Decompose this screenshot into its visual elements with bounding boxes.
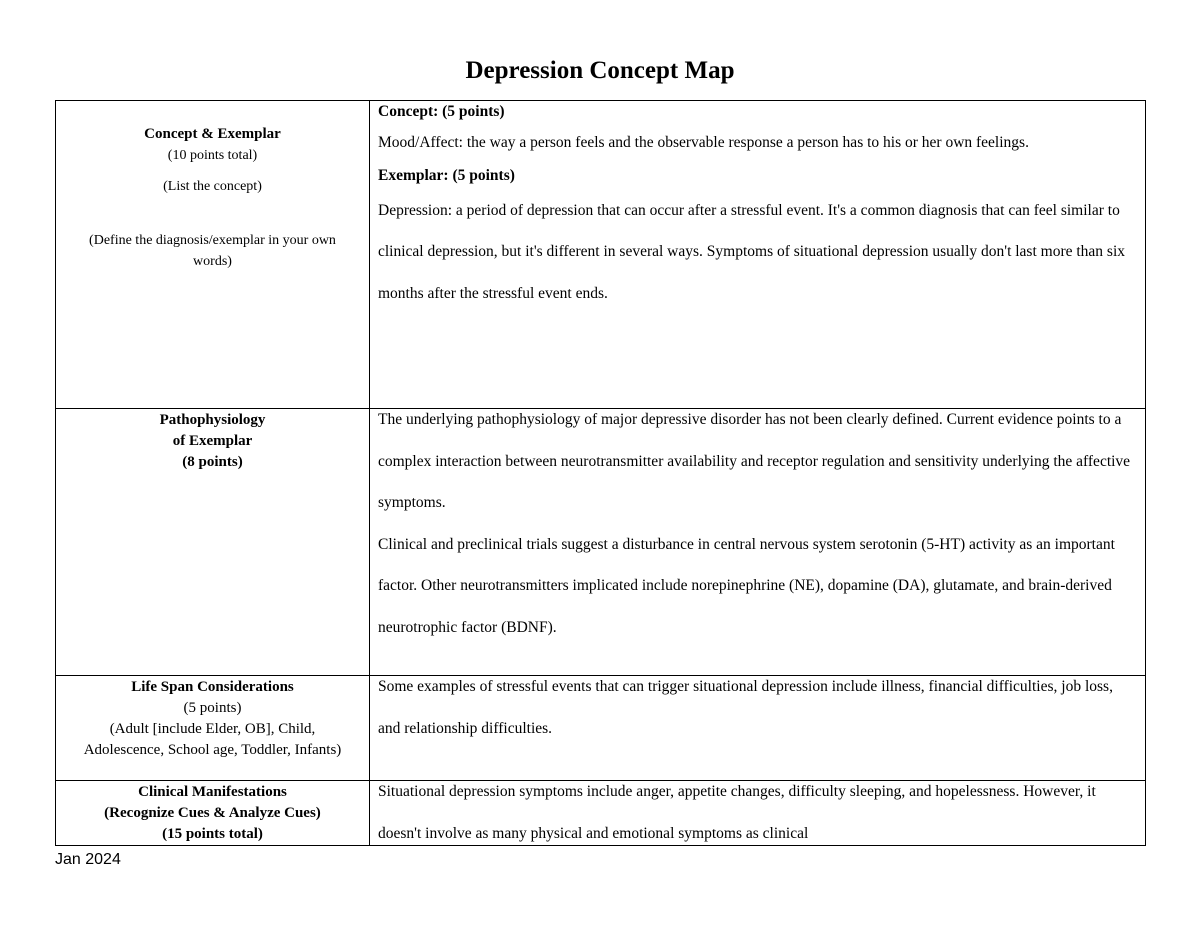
concept-label-cell xyxy=(56,101,370,409)
table-row-clinical xyxy=(56,781,1146,846)
table-row-concept xyxy=(56,101,1146,409)
exemplar-text: Depression: a period of depression that can occur after a stressful event. It's a common diagnosis that can feel similar to clinical depression, but it's different in several ways. Symptoms of situational depression usually don't last more than six months after the stressful event ends. xyxy=(378,201,1126,302)
lifespan-heading: Life Span Considerations xyxy=(131,679,294,695)
concept-text: Mood/Affect: the way a person feels and the observable response a person has to his or her own feelings. xyxy=(378,134,1029,151)
page-title: Depression Concept Map xyxy=(465,57,735,84)
concept-define-instruction: (Define the diagnosis/exemplar in your own words) xyxy=(89,233,336,269)
lifespan-detail: (Adult [include Elder, OB], Child, Adolescence, School age, Toddler, Infants) xyxy=(83,721,342,758)
concept-list-instruction: (List the concept) xyxy=(163,179,262,194)
clinical-subheading: (Recognize Cues & Analyze Cues) xyxy=(104,805,321,821)
clinical-text: Situational depression symptoms include anger, appetite changes, difficulty sleeping, and hopelessness. However, it doesn't involve as many physical and emotional symptoms as clinical xyxy=(378,783,1096,842)
patho-heading-line2: of Exemplar xyxy=(172,433,253,449)
clinical-text-clip xyxy=(378,781,1139,843)
footer-date: Jan 2024 xyxy=(55,851,121,868)
clinical-points: (15 points total) xyxy=(162,826,263,842)
lifespan-text: Some examples of stressful events that can trigger situational depression include illness, financial difficulties, job loss, and relationship difficulties. xyxy=(378,678,1113,737)
clinical-content-cell xyxy=(370,781,1146,846)
concept-label: Concept: (5 points) xyxy=(378,103,505,120)
patho-paragraph-2: Clinical and preclinical trials suggest a disturbance in central nervous system serotonin (5-HT) activity as an important factor. Other neurotransmitters implicated include norepinephrine (NE), dopamine (DA), glutamate, and brain-derived neurotrophic factor (BDNF). xyxy=(378,535,1115,636)
concept-map-table xyxy=(55,100,1146,846)
clinical-label-cell xyxy=(56,781,370,846)
patho-paragraph-1: The underlying pathophysiology of major depressive disorder has not been clearly defined. Current evidence points to a complex interaction between neurotransmitter availability and receptor regulation and sensitivity underlying the affective symptoms. xyxy=(378,411,1131,512)
table-row-pathophysiology xyxy=(56,409,1146,676)
patho-label-cell xyxy=(56,409,370,676)
patho-points: (8 points) xyxy=(182,454,243,470)
lifespan-content-cell xyxy=(370,676,1146,781)
patho-content-cell xyxy=(370,409,1146,676)
patho-heading-line1: Pathophysiology xyxy=(159,412,266,428)
lifespan-points: (5 points) xyxy=(183,700,242,716)
lifespan-label-cell xyxy=(56,676,370,781)
clinical-heading: Clinical Manifestations xyxy=(138,784,287,800)
concept-points: (10 points total) xyxy=(167,148,258,163)
concept-content-cell xyxy=(370,101,1146,409)
concept-heading: Concept & Exemplar xyxy=(144,126,281,142)
exemplar-label: Exemplar: (5 points) xyxy=(378,166,515,184)
table-row-lifespan xyxy=(56,676,1146,781)
